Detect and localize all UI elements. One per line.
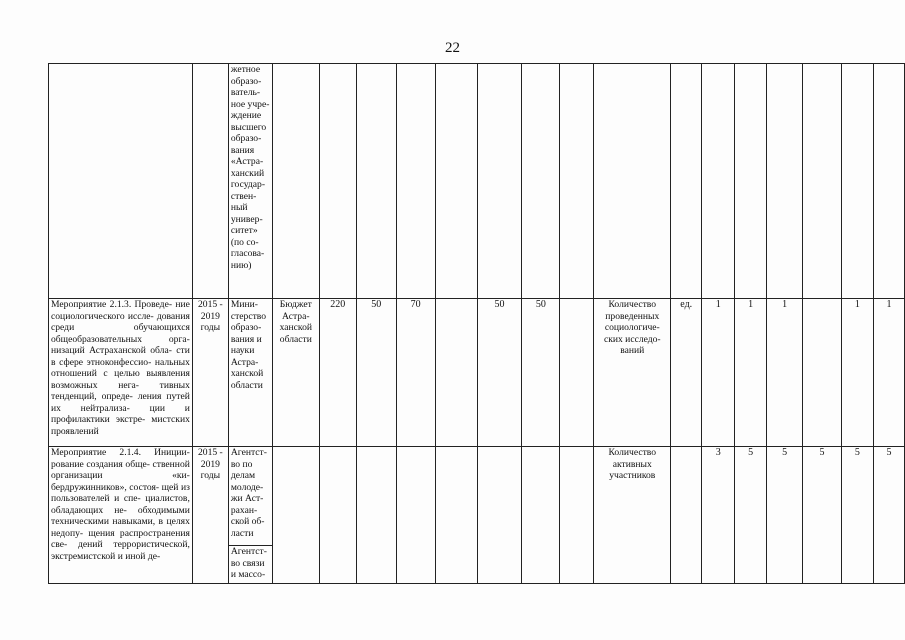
indicator-value-cell: 5 [841,447,873,584]
indicator-value-cell: 1 [873,299,904,447]
indicator-value-cell: 1 [702,299,735,447]
indicator-value-cell: 3 [702,447,735,584]
executor-cell: Агентст- во по делам молоде- жи Аст- рахан- ской об- ласти [228,447,272,546]
indicator-cell: Количество активных участников [594,447,671,584]
amount-cell: 220 [319,299,356,447]
amount-cell: 50 [356,299,396,447]
indicator-value-cell: 5 [873,447,904,584]
indicator-value-cell: 1 [767,299,803,447]
indicator-value-cell: 5 [735,447,767,584]
indicator-value-cell: 5 [767,447,803,584]
indicator-value-cell: 1 [841,299,873,447]
amount-cell: 50 [522,299,560,447]
executor-cell: Агентст- во связи и массо- [228,546,272,584]
event-cell: Мероприятие 2.1.4. Иниции- рование создания обще- ственной организации «ки- бердружинников», состоя- щей из пользователей и спе- циалистов, обладающих не- обходимыми техническими навыками, в целях недопу- щения распространения све- дений террористической, экстремистской и иной де- [49,447,193,584]
measures-table [48,63,905,584]
period-cell: 2015 - 2019 годы [192,299,228,447]
table-row [49,299,905,447]
executor-cell: Мини- стерство образо- вания и науки Астра- ханской области [228,299,272,447]
indicator-value-cell: 1 [735,299,767,447]
page-number: 22 [445,40,460,56]
amount-cell: 70 [396,299,435,447]
unit-cell: ед. [671,299,702,447]
indicator-value-cell [803,299,842,447]
amount-cell [435,299,477,447]
table-row [49,447,905,546]
executor-cell: жетное образо- ватель- ное учре- ждение высшего образо- вания «Астра- ханский государ- ствен- ный универ- ситет» (по со- гласова- нию) [228,64,272,299]
table-row [49,64,905,299]
period-cell: 2015 - 2019 годы [192,447,228,584]
event-cell: Мероприятие 2.1.3. Проведе- ние социологического иссле- дования среди обучающихся общеобразовательных орга- низаций Астраханской обла- сти в сфере этноконфессио- нальных отношений с целью выявления возможных нега- тивных тенденций, опреде- ления путей их нейтрализа- ции и профилактики экстре- мистских проявлений [49,299,193,447]
amount-cell: 50 [477,299,522,447]
indicator-value-cell: 5 [803,447,842,584]
source-cell: Бюджет Астра- ханской области [272,299,319,447]
indicator-cell: Количество проведенных социологиче- ских исследо- ваний [594,299,671,447]
